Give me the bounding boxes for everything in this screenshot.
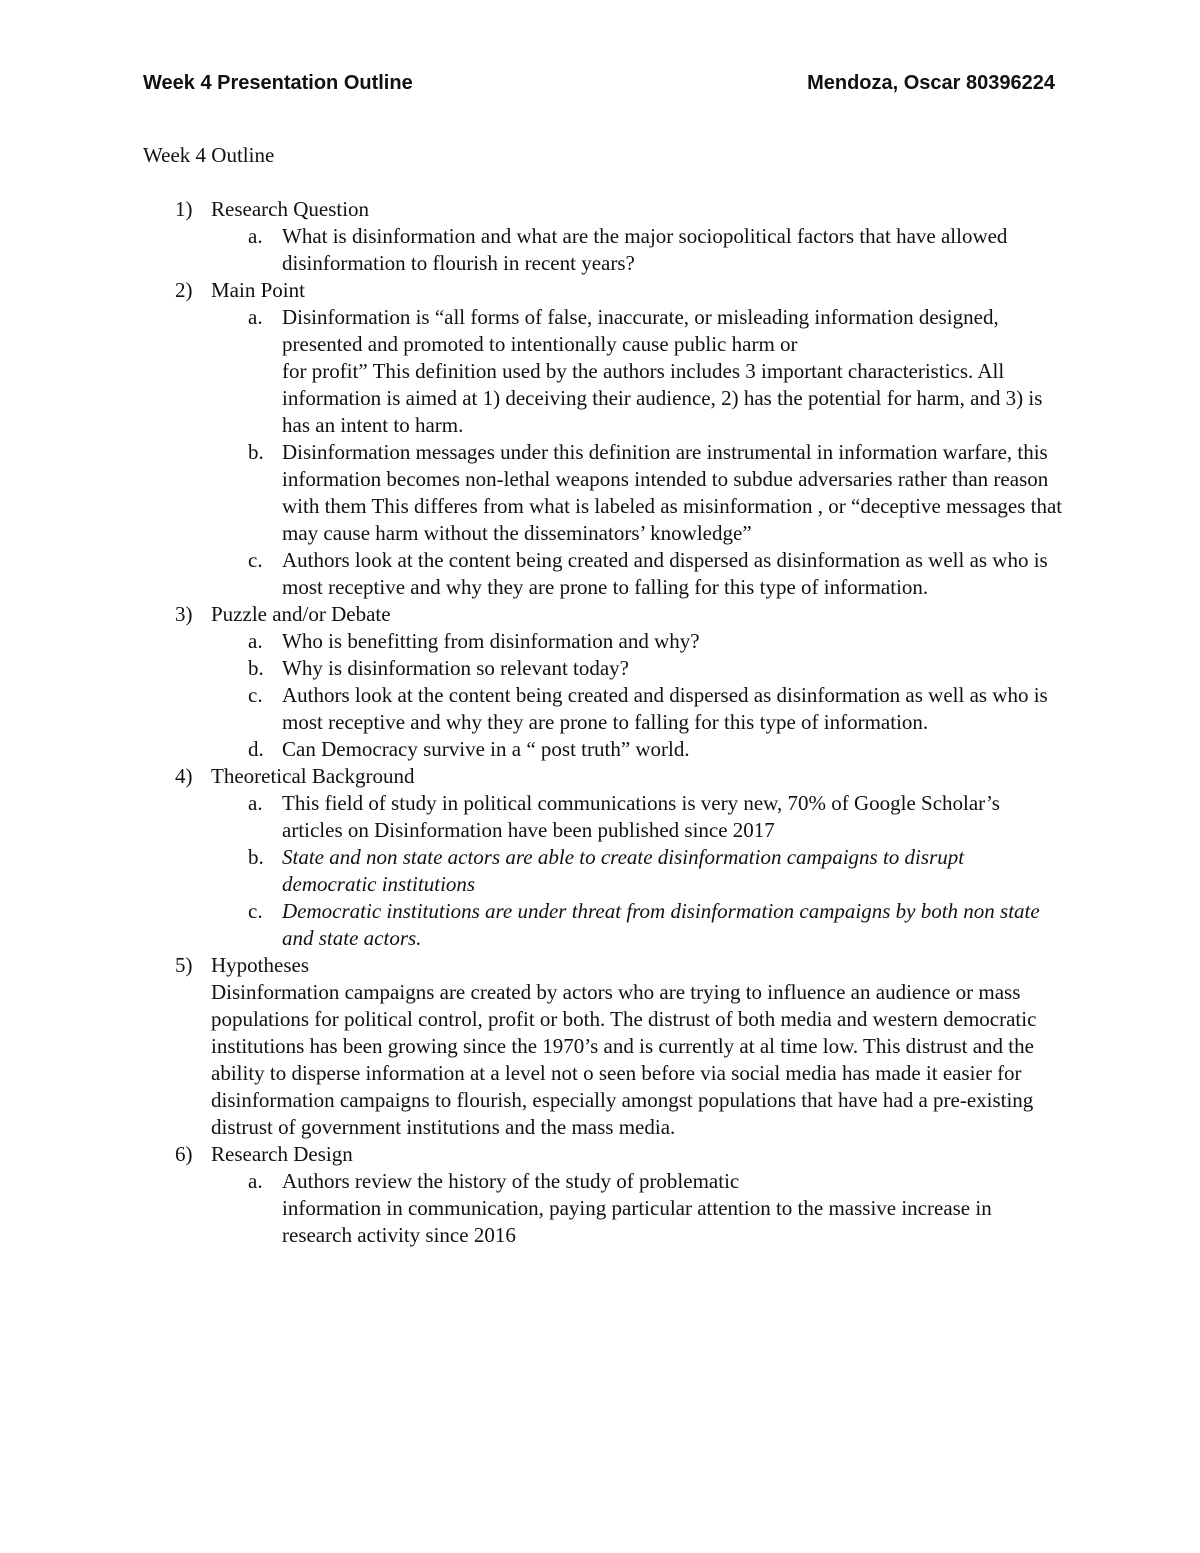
outline-list xyxy=(143,196,1063,1249)
section-hypotheses xyxy=(143,952,1063,979)
list-item xyxy=(143,223,1063,277)
section-number: 4) xyxy=(175,764,193,788)
section-heading: Research Design xyxy=(211,1142,353,1166)
section-heading: Hypotheses xyxy=(211,953,309,977)
item-letter: a. xyxy=(248,305,263,329)
item-text: Disinformation messages under this definition are instrumental in information warfare, this information becomes non-lethal weapons intended to subdue adversaries rather than reason with them This differes from what is labeled as misinformation , or “deceptive messages that may cause harm without the disseminators’ knowledge” xyxy=(282,440,1063,545)
item-letter: a. xyxy=(248,224,263,248)
list-item xyxy=(143,682,1063,736)
item-text: Disinformation is “all forms of false, inaccurate, or misleading information designed, presented and promoted to intentionally cause public harm or xyxy=(282,305,999,356)
list-item xyxy=(143,736,1063,763)
section-number: 6) xyxy=(175,1142,193,1166)
section-number: 3) xyxy=(175,602,193,626)
list-item xyxy=(143,790,1063,844)
item-text: Authors look at the content being created and dispersed as disinformation as well as who is most receptive and why they are prone to falling for this type of information. xyxy=(282,683,1048,734)
list-item xyxy=(143,844,1063,898)
item-letter: b. xyxy=(248,845,264,869)
item-letter: a. xyxy=(248,1169,263,1193)
section-puzzle-debate xyxy=(143,601,1063,628)
item-text: State and non state actors are able to create disinformation campaigns to disrupt democratic institutions xyxy=(282,845,965,896)
section-main-point xyxy=(143,277,1063,304)
section-theoretical-background xyxy=(143,763,1063,790)
list-item xyxy=(143,439,1063,547)
list-item xyxy=(143,655,1063,682)
item-letter: c. xyxy=(248,899,263,923)
section-heading: Main Point xyxy=(211,278,305,302)
section-research-question xyxy=(143,196,1063,223)
list-item xyxy=(143,1168,1063,1249)
item-letter: b. xyxy=(248,440,264,464)
section-heading: Puzzle and/or Debate xyxy=(211,602,391,626)
list-item xyxy=(143,628,1063,655)
header-author: Mendoza, Oscar 80396224 xyxy=(807,72,1055,94)
item-text: What is disinformation and what are the major sociopolitical factors that have allowed disinformation to flourish in recent years? xyxy=(282,224,1008,275)
item-text: Authors look at the content being created and dispersed as disinformation as well as who is most receptive and why they are prone to falling for this type of information. xyxy=(282,548,1048,599)
item-text: This field of study in political communications is very new, 70% of Google Scholar’s articles on Disinformation have been published since 2017 xyxy=(282,791,1000,842)
item-text: Can Democracy survive in a “ post truth” world. xyxy=(282,737,690,761)
section-heading: Research Question xyxy=(211,197,370,221)
hypotheses-paragraph: Disinformation campaigns are created by actors who are trying to influence an audience or mass populations for political control, profit or both. The distrust of both media and western democratic institutions has been growing since the 1970’s and is currently at al time low. This distrust and the ability to disperse information at a level not o seen before via social media has made it easier for disinformation campaigns to flourish, especially amongst populations that have had a pre-existing distrust of government institutions and the mass media. xyxy=(211,980,1037,1139)
section-heading: Theoretical Background xyxy=(211,764,415,788)
list-item xyxy=(143,304,1063,439)
section-research-design xyxy=(143,1141,1063,1168)
item-letter: a. xyxy=(248,629,263,653)
item-letter: c. xyxy=(248,548,263,572)
page-header xyxy=(143,72,1055,102)
item-letter: d. xyxy=(248,737,264,761)
item-text-continued: information in communication, paying particular attention to the massive increase in research activity since 2016 xyxy=(282,1196,992,1247)
list-item xyxy=(143,547,1063,601)
outline-title: Week 4 Outline xyxy=(143,143,275,167)
list-item xyxy=(143,898,1063,952)
item-text-continued: for profit” This definition used by the authors includes 3 important characteristics. All information is aimed at 1) deceiving their audience, 2) has the potential for harm, and 3) is has an intent to harm. xyxy=(282,359,1043,437)
section-number: 2) xyxy=(175,278,193,302)
item-letter: a. xyxy=(248,791,263,815)
item-text: Democratic institutions are under threat from disinformation campaigns by both non state and state actors. xyxy=(282,899,1040,950)
header-title: Week 4 Presentation Outline xyxy=(143,72,413,94)
item-text: Authors review the history of the study of problematic xyxy=(282,1169,740,1193)
section-number: 1) xyxy=(175,197,193,221)
item-letter: b. xyxy=(248,656,264,680)
item-text: Who is benefitting from disinformation and why? xyxy=(282,629,700,653)
item-text: Why is disinformation so relevant today? xyxy=(282,656,630,680)
item-letter: c. xyxy=(248,683,263,707)
section-number: 5) xyxy=(175,953,193,977)
